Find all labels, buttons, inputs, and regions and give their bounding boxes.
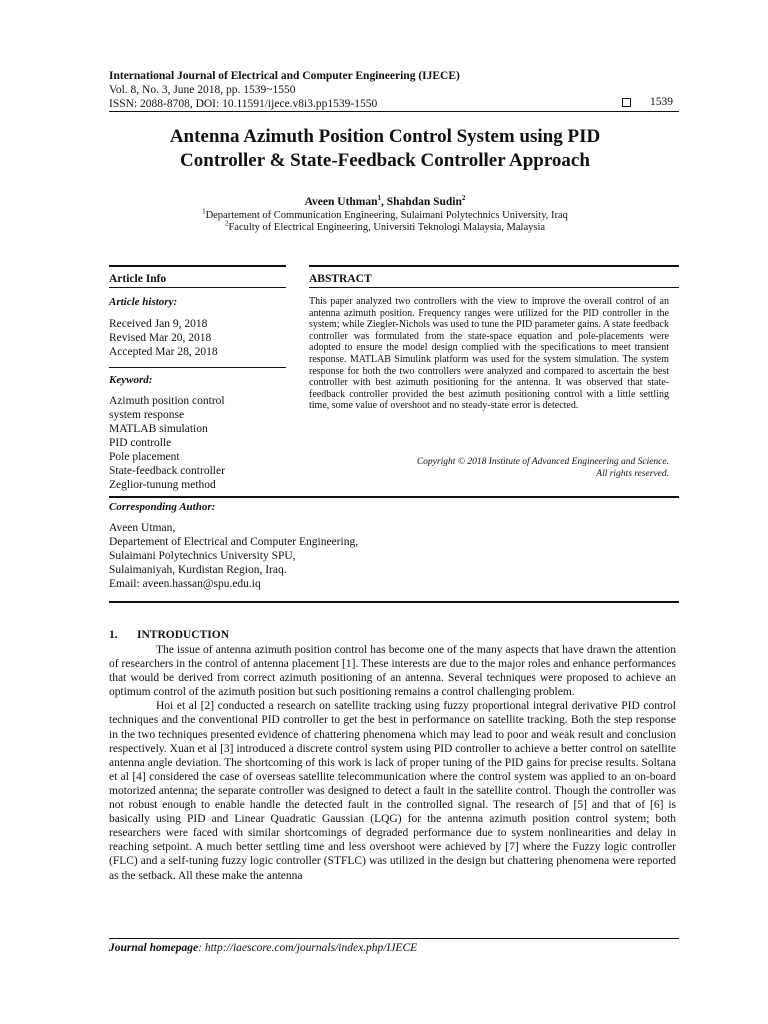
author-1-sup: 1 xyxy=(377,194,382,203)
homepage-url[interactable]: http://iaescore.com/journals/index.php/IJECE xyxy=(204,942,418,954)
homepage-colon: : xyxy=(198,942,205,954)
author-1: Aveen Uthman xyxy=(304,196,378,208)
journal-header xyxy=(109,69,460,111)
affiliation-1 xyxy=(60,207,710,221)
abstract-bottom-rule xyxy=(109,496,679,498)
title-line-2: Controller & State-Feedback Controller Approach xyxy=(180,150,590,171)
corresponding-line: Aveen Utman, xyxy=(109,522,176,534)
paper-title xyxy=(60,125,710,173)
journal-name: International Journal of Electrical and Computer Engineering (IJECE) xyxy=(109,70,460,82)
corresponding-heading: Corresponding Author: xyxy=(109,501,216,513)
corresponding-bottom-rule xyxy=(109,601,679,603)
author-2-sup: 2 xyxy=(461,194,466,203)
author-2: Shahdan Sudin xyxy=(386,196,462,208)
introduction-heading xyxy=(109,629,229,641)
abstract-rule xyxy=(309,287,679,288)
intro-paragraph-1: The issue of antenna azimuth position control has become one of the many aspects that have drawn the attention of researchers in the control of antenna placement [1]. These interests are due to the major roles and enhance performances that would be derived from correct azimuth positioning of an antenna. Several techniques were proposed to achieve an optimum control of the azimuth position but such positioning remains a control challenging problem. xyxy=(109,644,676,699)
corresponding-line: Departement of Electrical and Computer Engineering, xyxy=(109,536,359,548)
journal-homepage xyxy=(109,942,417,954)
corresponding-line: Sulaimani Polytechnics University SPU, xyxy=(109,550,296,562)
affiliation-2-text: Faculty of Electrical Engineering, Universiti Teknologi Malaysia, Malaysia xyxy=(228,222,546,233)
authors xyxy=(60,196,710,208)
homepage-label: Journal homepage xyxy=(109,942,199,954)
section-title: INTRODUCTION xyxy=(137,629,230,641)
copyright-notice xyxy=(309,456,669,480)
article-info-top-rule xyxy=(109,265,286,267)
copyright-line-1: Copyright © 2018 Institute of Advanced Engineering and Science. xyxy=(416,457,669,467)
keyword-item: Zeglior-tunung method xyxy=(109,479,216,491)
journal-volume: Vol. 8, No. 3, June 2018, pp. 1539~1550 xyxy=(109,84,296,96)
introduction-body xyxy=(109,643,676,883)
affiliation-2-sup: 2 xyxy=(224,219,229,228)
keyword-item: Pole placement xyxy=(109,451,180,463)
corresponding-email: Email: aveen.hassan@spu.edu.iq xyxy=(109,578,261,590)
abstract-heading: ABSTRACT xyxy=(309,273,372,285)
square-icon xyxy=(622,98,631,107)
keyword-item: Azimuth position control xyxy=(109,395,225,407)
keyword-item: State-feedback controller xyxy=(109,465,225,477)
corresponding-line: Sulaimaniyah, Kurdistan Region, Iraq. xyxy=(109,564,287,576)
abstract-top-rule xyxy=(309,265,679,267)
history-accepted: Accepted Mar 28, 2018 xyxy=(109,346,218,358)
author-separator: , xyxy=(381,196,387,208)
section-number: 1. xyxy=(109,629,118,641)
intro-paragraph-2: Hoi et al [2] conducted a research on satellite tracking using fuzzy proportional integral derivative PID control techniques and the conventional PID controller to get the best in performance on satellite tracking. Both the step response in the two techniques presented evidence of chattering phenomena which may lead to poor and weak result and conclusion respectively. Xuan et al [3] introduced a discrete control system using PID controller to achieve a better control on satellite antenna angle deviation. The shortcoming of this work is lack of proper tuning of the PID gains for precise results. Soltana et al [4] considered the case of overseas satellite telecommunication where the control system was applied to an on-board motorized antenna; the separate controller was designed to detect a fault in the satellite control. Though the controller was not robust enough to enable handle the detected fault in the controlled signal. The research of [5] and that of [6] is basically using PID and Linear Quadratic Gaussian (LQG) for the antenna azimuth position control system; both researchers were faced with similar shortcomings of degraded performance due to system nonlinearities and delay in reaching setpoint. A much better settling time and less overshoot were achieved by [7] where the Fuzzy logic controller (FLC) and a self-tuning fuzzy logic controller (STFLC) was utilized in the design but chattering phenomena were reported as the setback. All these make the antenna xyxy=(109,700,676,882)
article-info-rule xyxy=(109,287,286,288)
history-received: Received Jan 9, 2018 xyxy=(109,318,208,330)
affiliation-2 xyxy=(60,219,710,233)
affiliation-1-sup: 1 xyxy=(202,207,206,216)
keyword-heading: Keyword: xyxy=(109,374,153,386)
keyword-item: PID controlle xyxy=(109,437,172,449)
article-info-heading: Article Info xyxy=(109,273,167,285)
footer-rule xyxy=(109,938,679,939)
article-history-heading: Article history: xyxy=(109,296,178,308)
title-line-1: Antenna Azimuth Position Control System using PID xyxy=(169,126,601,147)
header-rule xyxy=(109,111,679,112)
keyword-item: system response xyxy=(109,409,185,421)
history-revised: Revised Mar 20, 2018 xyxy=(109,332,212,344)
keyword-item: MATLAB simulation xyxy=(109,423,208,435)
page-number: 1539 xyxy=(650,96,673,108)
copyright-line-2: All rights reserved. xyxy=(596,469,669,479)
abstract-text: This paper analyzed two controllers with the view to improve the overall control of an antenna azimuth position. Frequency ranges were utilized for the PID controller in the system; while Ziegler-Nichols was used to tune the PID parameter gains. A state feedback controller was formulated from the state-space equation and pole-placements were adopted to ensure the model design complied with the specifications to meet transient response. MATLAB Simulink platform was used for the system simulation. The system response for both the two controllers were analyzed and compared to ascertain the best controller with best azimuth positioning for the antenna. It was observed that state-feedback controller provided the best azimuth positioning control with a little settling time, some value of overshoot and no steady-state error is detected. xyxy=(309,296,669,412)
keyword-rule xyxy=(109,367,286,368)
affiliation-1-text: Departement of Communication Engineering, Sulaimani Polytechnics University, Iraq xyxy=(205,210,568,221)
journal-issn: ISSN: 2088-8708, DOI: 10.11591/ijece.v8i3.pp1539-1550 xyxy=(109,98,378,110)
